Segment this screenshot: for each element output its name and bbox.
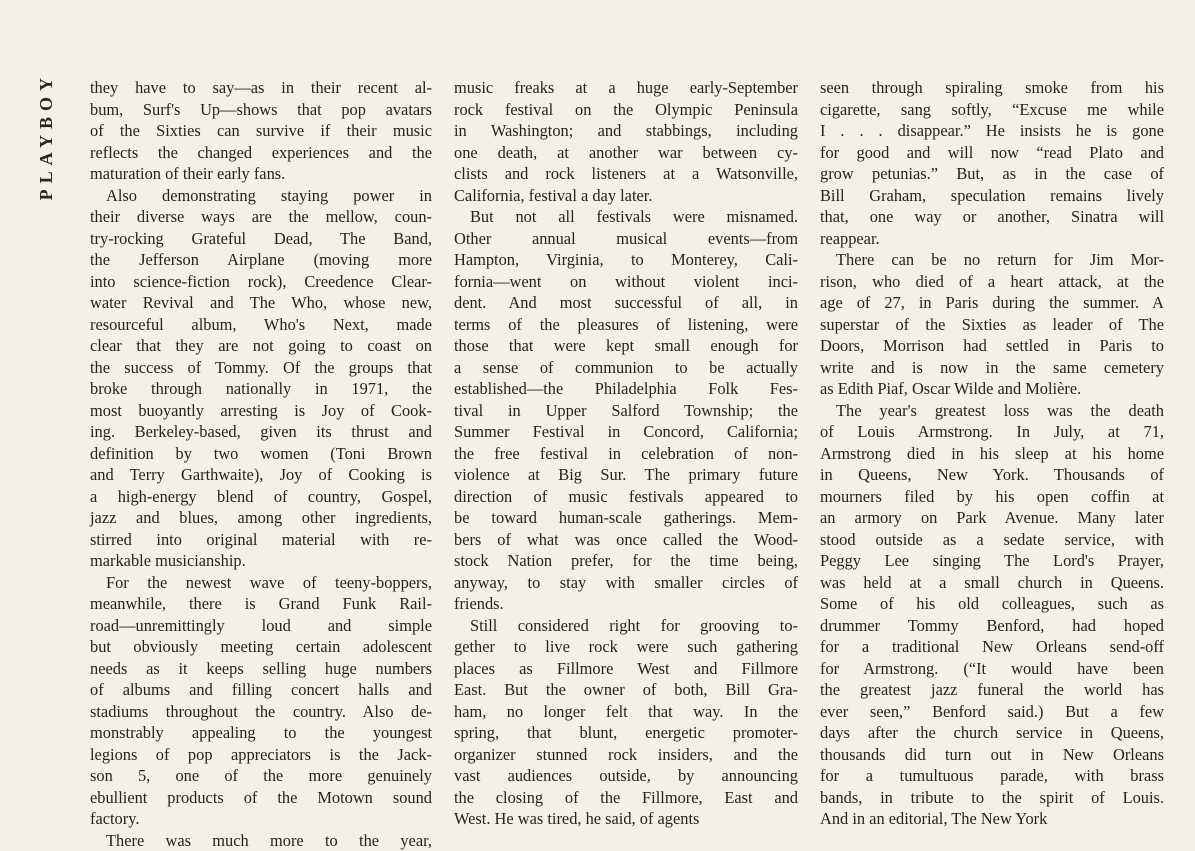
text-line: Peggy Lee singing The Lord's Prayer,: [820, 550, 1164, 572]
text-line: rison, who died of a heart attack, at the: [820, 271, 1164, 293]
text-line: established—the Philadelphia Folk Fes-: [454, 378, 798, 400]
text-line: the closing of the Fillmore, East and: [454, 787, 798, 809]
text-line: a sense of communion to be actually: [454, 357, 798, 379]
text-line: the greatest jazz funeral the world has: [820, 679, 1164, 701]
text-line: maturation of their early fans.: [90, 163, 432, 185]
text-line: drummer Tommy Benford, had hoped: [820, 615, 1164, 637]
text-line: reappear.: [820, 228, 1164, 250]
text-line: ing. Berkeley-based, given its thrust and: [90, 421, 432, 443]
text-line: rock festival on the Olympic Peninsula: [454, 99, 798, 121]
text-line: friends.: [454, 593, 798, 615]
text-line: stirred into original material with re-: [90, 529, 432, 551]
text-line: The year's greatest loss was the death: [820, 400, 1164, 422]
text-line: most buoyantly arresting is Joy of Cook-: [90, 400, 432, 422]
magazine-masthead: PLAYBOY: [36, 72, 58, 200]
text-line: that, one way or another, Sinatra will: [820, 206, 1164, 228]
text-line: into science-fiction rock), Creedence Clear-: [90, 271, 432, 293]
text-line: monstrably appealing to the youngest: [90, 722, 432, 744]
text-line: of Louis Armstrong. In July, at 71,: [820, 421, 1164, 443]
text-line: for a traditional New Orleans send-off: [820, 636, 1164, 658]
text-line: broke through nationally in 1971, the: [90, 378, 432, 400]
text-line: fornia—went on without violent inci-: [454, 271, 798, 293]
text-line: bands, in tribute to the spirit of Louis.: [820, 787, 1164, 809]
text-line: Summer Festival in Concord, California;: [454, 421, 798, 443]
text-line: for a tumultuous parade, with brass: [820, 765, 1164, 787]
text-line: as Edith Piaf, Oscar Wilde and Molière.: [820, 378, 1164, 400]
text-line: and Terry Garthwaite), Joy of Cooking is: [90, 464, 432, 486]
text-line: Doors, Morrison had settled in Paris to: [820, 335, 1164, 357]
text-line: bum, Surf's Up—shows that pop avatars: [90, 99, 432, 121]
text-line: they have to say—as in their recent al-: [90, 77, 432, 99]
text-line: for Armstrong. (“It would have been: [820, 658, 1164, 680]
text-line: dent. And most successful of all, in: [454, 292, 798, 314]
text-line: water Revival and The Who, whose new,: [90, 292, 432, 314]
text-line: ever seen,” Benford said.) But a few: [820, 701, 1164, 723]
text-line: a high-energy blend of country, Gospel,: [90, 486, 432, 508]
text-line: the Jefferson Airplane (moving more: [90, 249, 432, 271]
text-line: an armory on Park Avenue. Many later: [820, 507, 1164, 529]
text-column-3: [820, 77, 1164, 830]
text-column-1: [90, 77, 432, 851]
text-line: stock Nation prefer, for the time being,: [454, 550, 798, 572]
text-line: Armstrong died in his sleep at his home: [820, 443, 1164, 465]
text-line: There can be no return for Jim Mor-: [820, 249, 1164, 271]
text-line: write and is now in the same cemetery: [820, 357, 1164, 379]
text-line: in Queens, New York. Thousands of: [820, 464, 1164, 486]
text-line: road—unremittingly loud and simple: [90, 615, 432, 637]
text-line: needs as it keeps selling huge numbers: [90, 658, 432, 680]
text-line: West. He was tired, he said, of agents: [454, 808, 798, 830]
text-line: organizer stunned rock insiders, and the: [454, 744, 798, 766]
text-line: For the newest wave of teeny-boppers,: [90, 572, 432, 594]
text-line: thousands did turn out in New Orleans: [820, 744, 1164, 766]
text-line: the success of Tommy. Of the groups that: [90, 357, 432, 379]
text-column-2: [454, 77, 798, 830]
text-line: violence at Big Sur. The primary future: [454, 464, 798, 486]
text-line: places as Fillmore West and Fillmore: [454, 658, 798, 680]
text-line: spring, that blunt, energetic promoter-: [454, 722, 798, 744]
text-line: terms of the pleasures of listening, were: [454, 314, 798, 336]
text-line: ebullient products of the Motown sound: [90, 787, 432, 809]
text-line: mourners filed by his open coffin at: [820, 486, 1164, 508]
text-line: was held at a small church in Queens.: [820, 572, 1164, 594]
text-line: Hampton, Virginia, to Monterey, Cali-: [454, 249, 798, 271]
text-line: clists and rock listeners at a Watsonville,: [454, 163, 798, 185]
text-line: meanwhile, there is Grand Funk Rail-: [90, 593, 432, 615]
text-line: gether to live rock were such gathering: [454, 636, 798, 658]
text-line: And in an editorial, The New York: [820, 808, 1164, 830]
text-line: in Washington; and stabbings, including: [454, 120, 798, 142]
text-line: clear that they are not going to coast on: [90, 335, 432, 357]
text-line: stadiums throughout the country. Also de-: [90, 701, 432, 723]
text-line: for good and will now “read Plato and: [820, 142, 1164, 164]
text-line: I . . . disappear.” He insists he is gone: [820, 120, 1164, 142]
text-line: legions of pop appreciators is the Jack-: [90, 744, 432, 766]
text-line: stood outside as a sedate service, with: [820, 529, 1164, 551]
text-line: Bill Graham, speculation remains lively: [820, 185, 1164, 207]
text-line: Some of his old colleagues, such as: [820, 593, 1164, 615]
text-line: but obviously meeting certain adolescent: [90, 636, 432, 658]
text-line: the free festival in celebration of non-: [454, 443, 798, 465]
text-line: reflects the changed experiences and the: [90, 142, 432, 164]
text-line: Other annual musical events—from: [454, 228, 798, 250]
text-line: those that were kept small enough for: [454, 335, 798, 357]
text-line: East. But the owner of both, Bill Gra-: [454, 679, 798, 701]
text-line: factory.: [90, 808, 432, 830]
text-line: music freaks at a huge early-September: [454, 77, 798, 99]
text-line: their diverse ways are the mellow, coun-: [90, 206, 432, 228]
text-line: vast audiences outside, by announcing: [454, 765, 798, 787]
text-line: tival in Upper Salford Township; the: [454, 400, 798, 422]
text-line: days after the church service in Queens,: [820, 722, 1164, 744]
text-line: California, festival a day later.: [454, 185, 798, 207]
text-line: Also demonstrating staying power in: [90, 185, 432, 207]
text-line: son 5, one of the more genuinely: [90, 765, 432, 787]
text-line: age of 27, in Paris during the summer. A: [820, 292, 1164, 314]
text-line: grow petunias.” But, as in the case of: [820, 163, 1164, 185]
text-line: There was much more to the year,: [90, 830, 432, 851]
text-line: anyway, to stay with smaller circles of: [454, 572, 798, 594]
text-line: markable musicianship.: [90, 550, 432, 572]
text-line: definition by two women (Toni Brown: [90, 443, 432, 465]
text-line: one death, at another war between cy-: [454, 142, 798, 164]
text-line: direction of music festivals appeared to: [454, 486, 798, 508]
text-line: of albums and filling concert halls and: [90, 679, 432, 701]
text-line: be toward human-scale gatherings. Mem-: [454, 507, 798, 529]
text-line: seen through spiraling smoke from his: [820, 77, 1164, 99]
text-line: cigarette, sang softly, “Excuse me while: [820, 99, 1164, 121]
text-line: resourceful album, Who's Next, made: [90, 314, 432, 336]
text-line: ham, no longer felt that way. In the: [454, 701, 798, 723]
text-line: bers of what was once called the Wood-: [454, 529, 798, 551]
text-line: jazz and blues, among other ingredients,: [90, 507, 432, 529]
text-line: But not all festivals were misnamed.: [454, 206, 798, 228]
text-line: superstar of the Sixties as leader of The: [820, 314, 1164, 336]
text-line: of the Sixties can survive if their music: [90, 120, 432, 142]
text-line: try-rocking Grateful Dead, The Band,: [90, 228, 432, 250]
text-line: Still considered right for grooving to-: [454, 615, 798, 637]
